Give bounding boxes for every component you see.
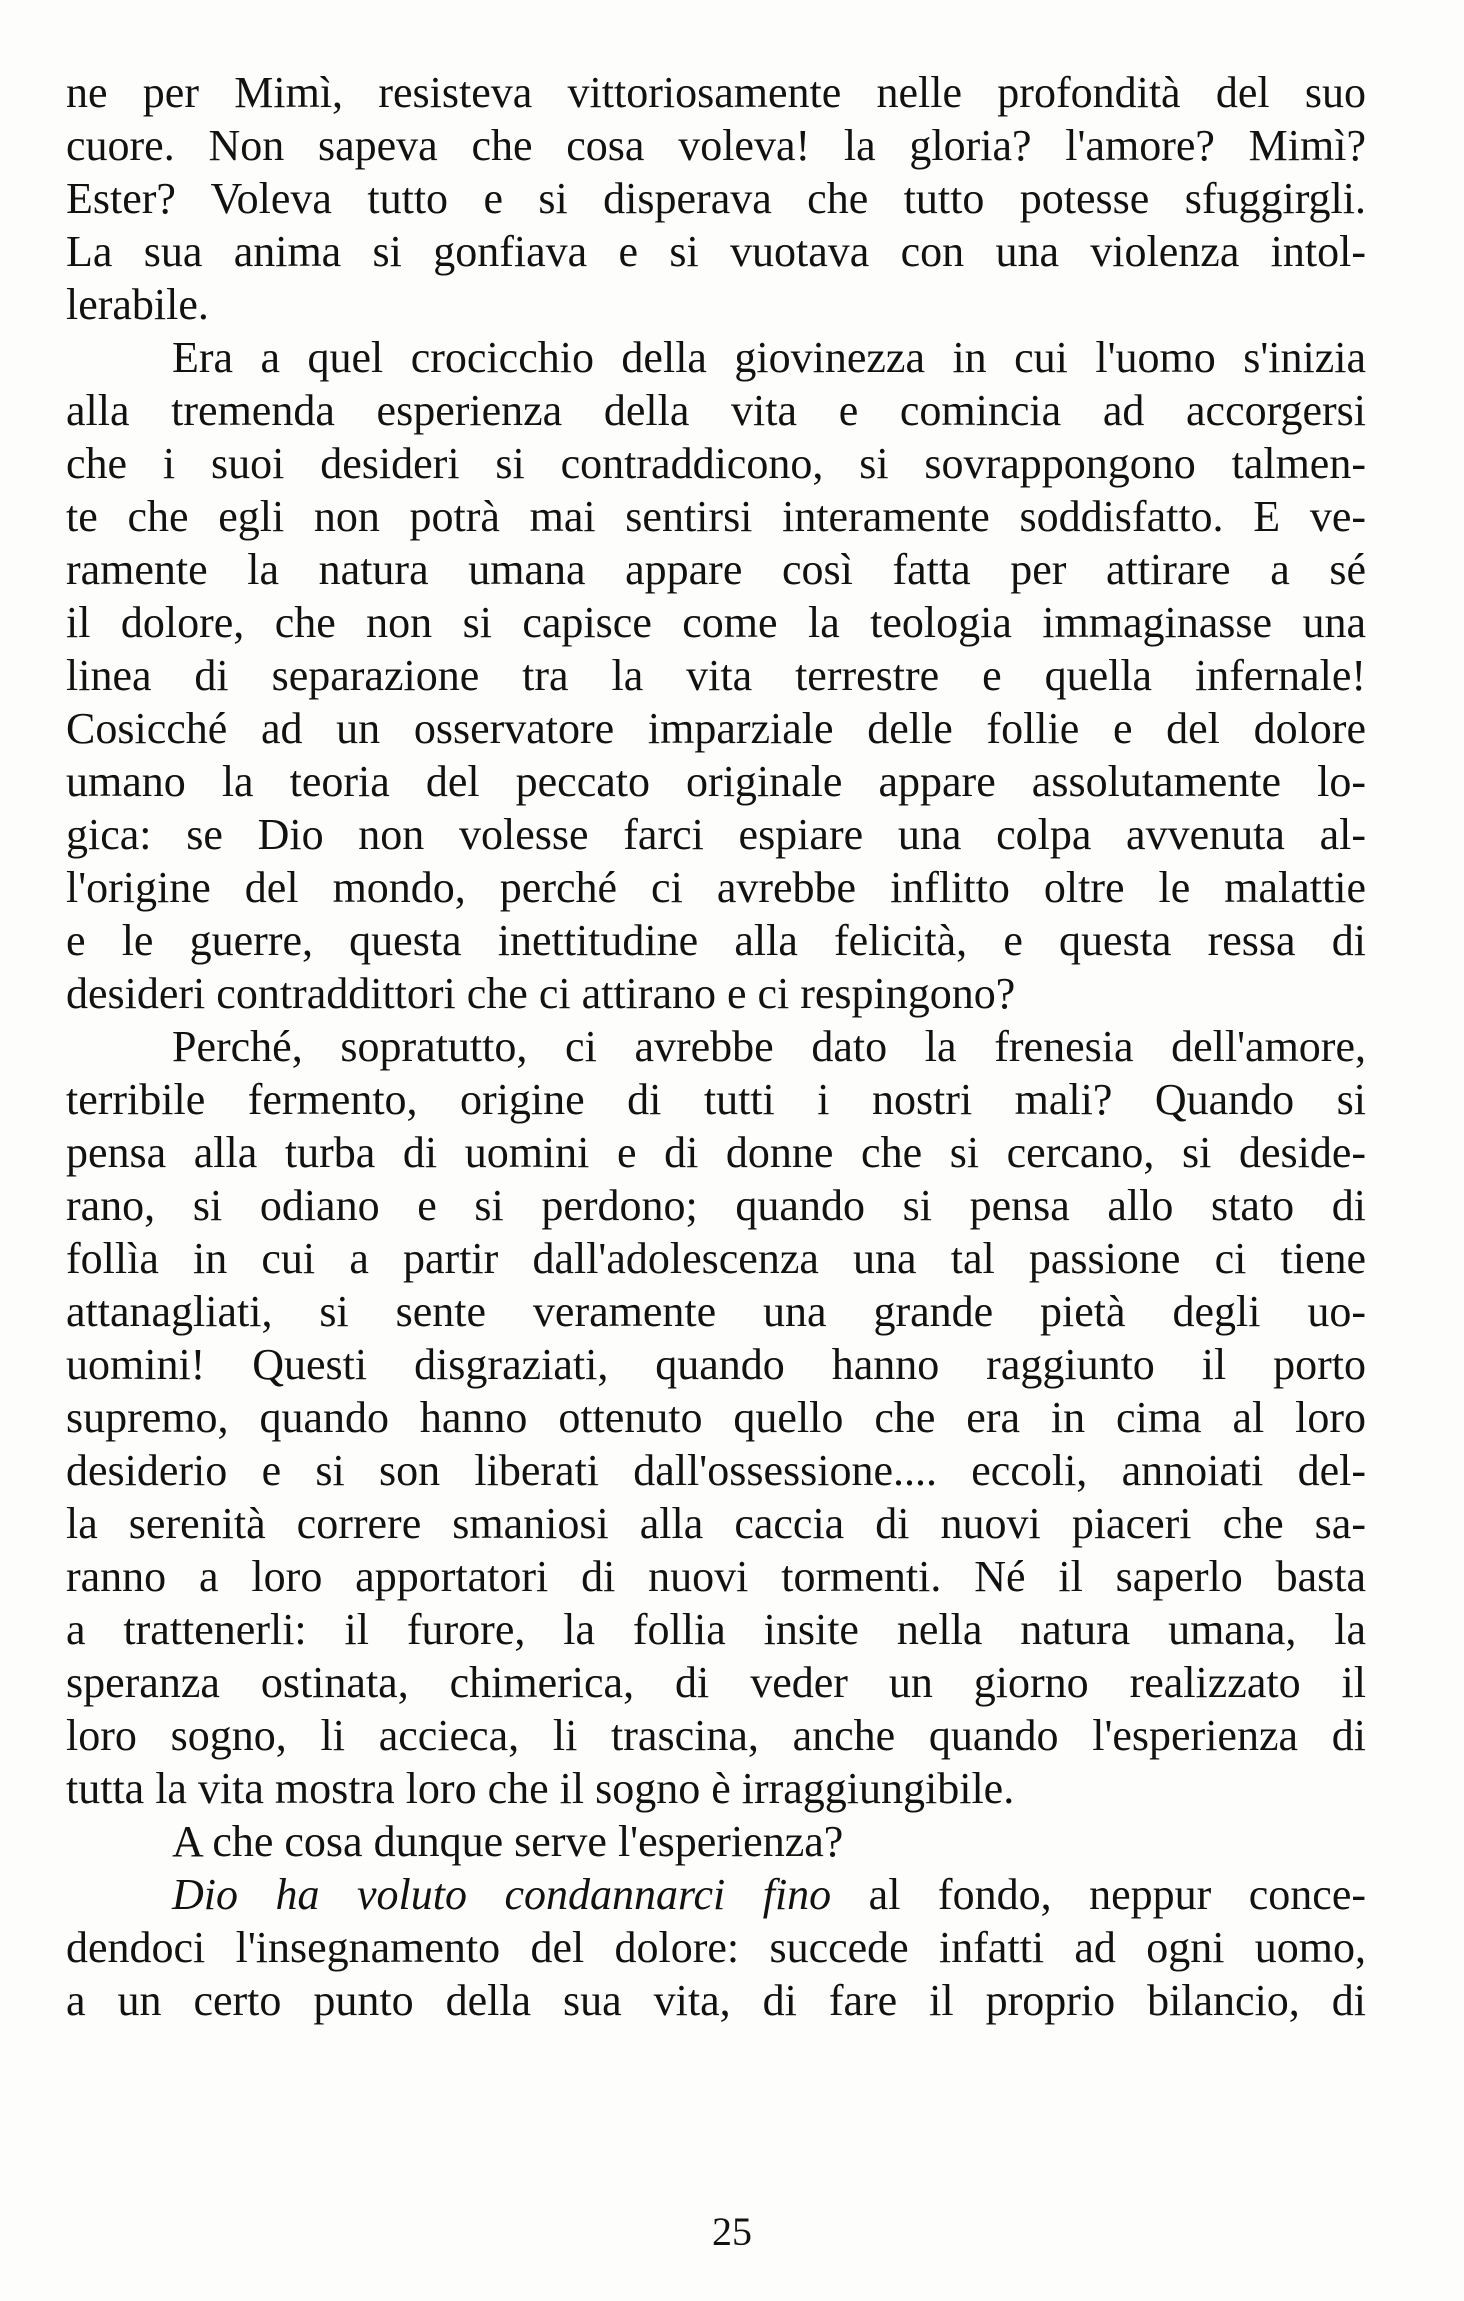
text-line: Perché, sopratutto, ci avrebbe dato la frenesia dell'amore, (172, 1022, 1366, 1071)
body-text (66, 66, 1366, 2027)
text-line: umano la teoria del peccato originale appare assolutamente lo- (66, 757, 1366, 806)
text-line: Cosicché ad un osservatore imparziale delle follie e del dolore (66, 704, 1366, 753)
text-line: dendoci l'insegnamento del dolore: succede infatti ad ogni uomo, (66, 1923, 1366, 1972)
text-line: pensa alla turba di uomini e di donne che si cercano, si deside- (66, 1128, 1366, 1177)
text-line: ne per Mimì, resisteva vittoriosamente nelle profondità del suo (66, 68, 1366, 117)
text-line: loro sogno, li accieca, li trascina, anche quando l'esperienza di (66, 1711, 1366, 1760)
text-line: alla tremenda esperienza della vita e comincia ad accorgersi (66, 386, 1366, 435)
text-line: linea di separazione tra la vita terrestre e quella infernale! (66, 651, 1366, 700)
text-line: uomini! Questi disgraziati, quando hanno raggiunto il porto (66, 1340, 1366, 1389)
text-line: rano, si odiano e si perdono; quando si pensa allo stato di (66, 1181, 1366, 1230)
text-line: A che cosa dunque serve l'esperienza? (172, 1817, 844, 1866)
text-line: Ester? Voleva tutto e si disperava che tutto potesse sfuggirgli. (66, 174, 1366, 223)
text-line: tutta la vita mostra loro che il sogno è irraggiungibile. (66, 1764, 1015, 1813)
text-line: a un certo punto della sua vita, di fare il proprio bilancio, di (66, 1976, 1366, 2025)
text-line: ranno a loro apportatori di nuovi tormenti. Né il saperlo basta (66, 1552, 1366, 1601)
text-line: gica: se Dio non volesse farci espiare una colpa avvenuta al- (66, 810, 1366, 859)
text-line: te che egli non potrà mai sentirsi interamente soddisfatto. E ve- (66, 492, 1366, 541)
text-span: al fondo, neppur conce- (831, 1870, 1366, 1919)
text-line: la serenità correre smaniosi alla caccia di nuovi piaceri che sa- (66, 1499, 1366, 1548)
text-line: che i suoi desideri si contraddicono, si sovrappongono talmen- (66, 439, 1366, 488)
text-line: Era a quel crocicchio della giovinezza in cui l'uomo s'inizia (172, 333, 1366, 382)
text-line: terribile fermento, origine di tutti i nostri mali? Quando si (66, 1075, 1366, 1124)
italic-phrase: Dio ha voluto condannarci fino (172, 1870, 832, 1919)
text-line: supremo, quando hanno ottenuto quello che era in cima al loro (66, 1393, 1366, 1442)
text-line: ramente la natura umana appare così fatta per attirare a sé (66, 545, 1366, 594)
text-line: cuore. Non sapeva che cosa voleva! la gloria? l'amore? Mimì? (66, 121, 1366, 170)
text-line: lerabile. (66, 280, 209, 329)
page-number: 25 (712, 2209, 752, 2254)
text-line (66, 1868, 1366, 1921)
text-line: desiderio e si son liberati dall'ossessione.... eccoli, annoiati del- (66, 1446, 1366, 1495)
text-line: La sua anima si gonfiava e si vuotava con una violenza intol- (66, 227, 1366, 276)
text-line: l'origine del mondo, perché ci avrebbe inflitto oltre le malattie (66, 863, 1366, 912)
text-line: a trattenerli: il furore, la follia insite nella natura umana, la (66, 1605, 1366, 1654)
text-line: follìa in cui a partir dall'adolescenza una tal passione ci tiene (66, 1234, 1366, 1283)
text-line: il dolore, che non si capisce come la teologia immaginasse una (66, 598, 1366, 647)
text-line: speranza ostinata, chimerica, di veder un giorno realizzato il (66, 1658, 1366, 1707)
text-line: attanagliati, si sente veramente una grande pietà degli uo- (66, 1287, 1366, 1336)
text-line: e le guerre, questa inettitudine alla felicità, e questa ressa di (66, 916, 1366, 965)
text-line: desideri contraddittori che ci attirano e ci respingono? (66, 969, 1016, 1018)
